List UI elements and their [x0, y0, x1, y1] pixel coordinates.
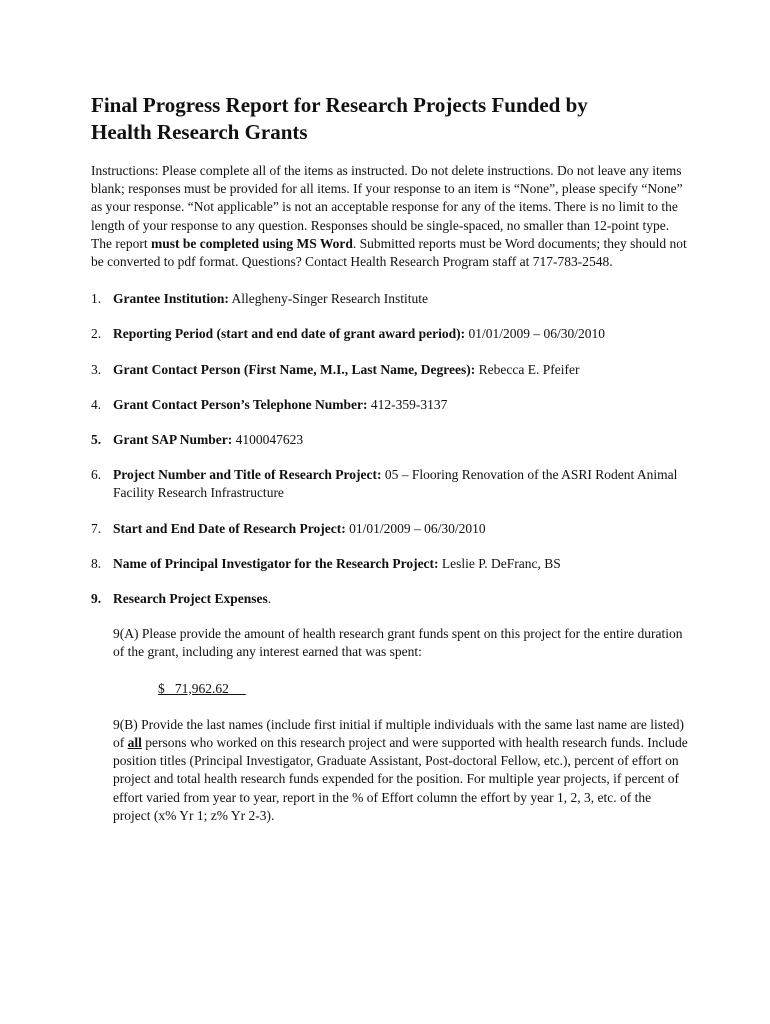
item-number: 8. — [91, 555, 102, 571]
item-label: Grant Contact Person’s Telephone Number: — [113, 396, 368, 412]
item-value: 4100047623 — [232, 432, 304, 448]
item-label: Project Number and Title of Research Project: — [113, 467, 382, 483]
item-number: 1. — [91, 291, 102, 307]
item-value: 01/01/2009 – 06/30/2010 — [345, 520, 486, 536]
item-label: Grant SAP Number: — [113, 432, 233, 448]
item-project-expenses — [91, 590, 691, 608]
item-project-dates — [91, 520, 691, 538]
item-number: 2. — [91, 326, 102, 342]
item-value: Leslie P. DeFranc, BS — [438, 555, 561, 571]
section-9a-text: 9(A) Please provide the amount of health research grant funds spent on this project for the entire duration of the grant, including any interest earned that was spent: — [113, 626, 683, 660]
item-number: 7. — [91, 520, 102, 536]
instructions-paragraph — [91, 162, 691, 271]
section-9b-text — [113, 716, 691, 825]
item-label: Start and End Date of Research Project: — [113, 520, 346, 536]
item-number: 9. — [91, 591, 102, 607]
item-value: . — [267, 591, 272, 607]
item-number: 4. — [91, 396, 102, 412]
item-number: 5. — [91, 432, 102, 448]
instructions-bold: must be completed using MS Word — [150, 235, 353, 251]
item-label: Grantee Institution: — [113, 291, 229, 307]
item-grantee-institution — [91, 290, 691, 308]
expense-amount: $ 71,962.62 — [158, 680, 246, 696]
title-line-1: Final Progress Report for Research Projects Funded by — [91, 93, 588, 117]
section-9b-text-2: persons who worked on this research project and were supported with health research funds. Include position titles (Principal Investigator, Graduate Assistant, Post-doctoral Fellow, etc.), percent of effort on project and total health research funds expended for the position. For multiple year projects, if percent of effort varied from year to year, report in the % of Effort column the effort by year 1, 2, 3, etc. of the project (x% Yr 1; z% Yr 2-3). — [113, 735, 688, 823]
item-project-title — [91, 466, 691, 502]
item-label: Research Project Expenses — [113, 591, 268, 607]
instructions-text-2: . Submitted reports must be Word documents; they should not be converted to pdf format. Questions? Contact Health Research Program staff at 717-783-2548. — [91, 235, 687, 270]
item-sap-number — [91, 431, 691, 449]
section-9b-emphasis: all — [127, 735, 142, 751]
item-label: Grant Contact Person (First Name, M.I., Last Name, Degrees): — [113, 361, 476, 377]
item-reporting-period — [91, 325, 691, 343]
section-9b-text-1: 9(B) Provide the last names (include first initial if multiple individuals with the same last name are listed) of — [113, 716, 684, 751]
item-value: Rebecca E. Pfeifer — [475, 361, 580, 377]
item-number: 3. — [91, 361, 102, 377]
item-number: 6. — [91, 467, 102, 483]
page-title — [91, 92, 691, 146]
item-value: Allegheny-Singer Research Institute — [228, 291, 428, 307]
item-principal-investigator — [91, 555, 691, 573]
item-value: 01/01/2009 – 06/30/2010 — [465, 326, 605, 342]
item-contact-telephone — [91, 396, 691, 414]
item-contact-person — [91, 361, 691, 379]
item-value: 05 – Flooring Renovation of the ASRI Rodent Animal Facility Research Infrastructure — [113, 467, 678, 501]
title-line-2: Health Research Grants — [91, 120, 308, 144]
report-page — [91, 92, 691, 843]
item-label: Reporting Period (start and end date of grant award period): — [113, 326, 466, 342]
item-value: 412-359-3137 — [367, 396, 448, 412]
instructions-text-1: Instructions: Please complete all of the items as instructed. Do not delete instructions. Do not leave any items blank; responses must be provided for all items. If your response to an item is “None”, please specify “None” as your response. “Not applicable” is not an acceptable response for any of the items. There is no limit to the length of your response to any question. Responses should be single-spaced, no smaller than 12-point type. The report — [91, 163, 683, 251]
item-label: Name of Principal Investigator for the Research Project: — [113, 555, 439, 571]
